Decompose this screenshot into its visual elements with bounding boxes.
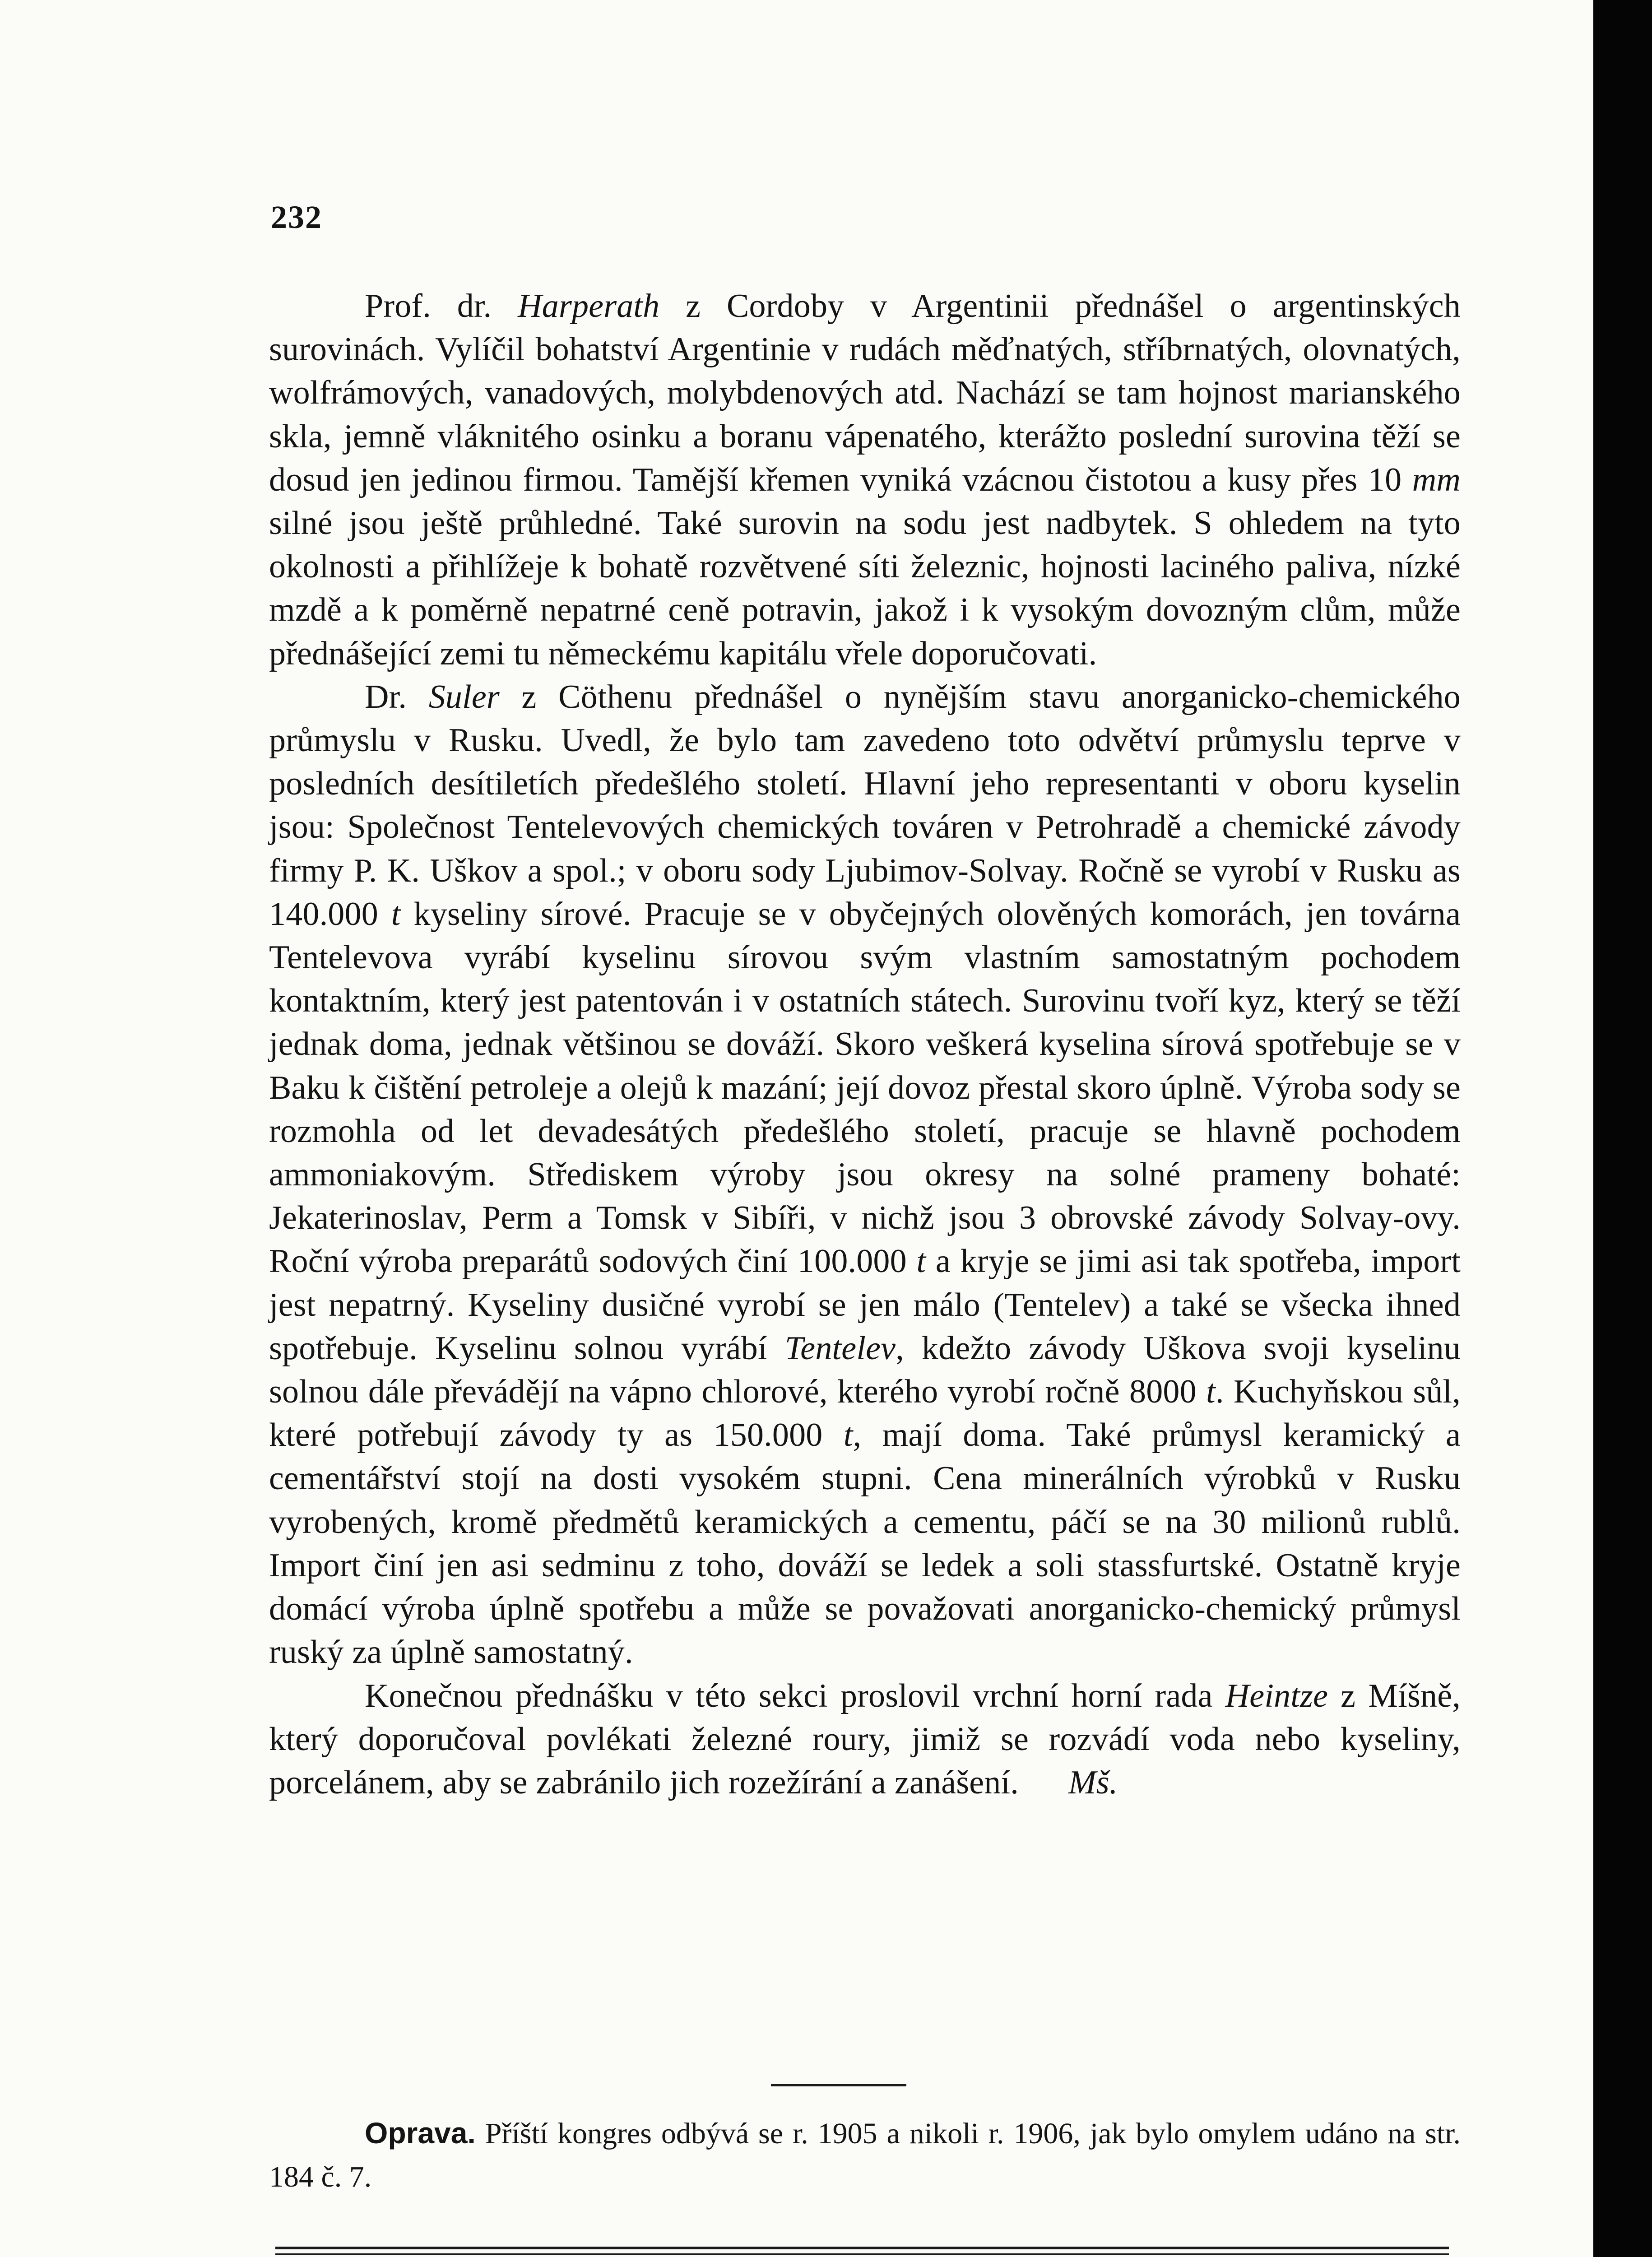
text-segment: z Míšně, který doporučoval povlékati železné roury, jimiž se rozvádí voda nebo kyseliny, porcelánem, aby se zabránilo jich rozežírání a zanášení. bbox=[269, 1677, 1461, 1801]
text-segment: z Cordoby v Argentinii přednášel o argentinských surovinách. Vylíčil bohatství Argentinie v rudách měďnatých, stříbrnatých, olovnatých, wolfrámových, vanadových, molybdenových atd. Nachází se tam hojnost marianského skla, jemně vláknitého osinku a boranu vápenatého, kterážto poslední surovina těží se dosud jen jedinou firmou. Tamější křemen vyniká vzácnou čistotou a kusy přes 10 bbox=[269, 288, 1461, 498]
author-signature: Mš. bbox=[1068, 1764, 1118, 1801]
paragraph-harperath bbox=[269, 284, 1461, 675]
text-segment: , kdežto závody Uškova svoji kyselinu solnou dále převádějí na vápno chlorové, kterého vyrobí ročně 8000 bbox=[269, 1329, 1461, 1411]
unit-t: t bbox=[391, 895, 401, 933]
text-segment: z Cöthenu přednášel o nynějším stavu anorganicko-chemického průmyslu v Rusku. Uvedl, že bylo tam zavedeno toto odvětví průmyslu teprve v posledních desítiletích předešlého století. Hlavní jeho representanti v oboru kyselin jsou: Společnost Tentelevových chemických továren v Petrohradě a chemické závody firmy P. K. Uškov a spol.; v oboru sody Ljubimov-Solvay. Ročně se vyrobí v Rusku as 140.000 bbox=[269, 678, 1461, 933]
author-name: Suler bbox=[428, 678, 500, 715]
text-segment: , mají doma. Také průmysl keramický a cementářství stojí na dosti vysokém stupni. Cena minerálních výrobků v Rusku vyrobených, kromě předmětů keramických a cementu, páčí se na 30 milionů rublů. Import činí jen asi sedminu z toho, dováží se ledek a soli stassfurtské. Ostatně kryje domácí výroba úplně spotřebu a může se považovati anorganicko-chemický průmysl ruský za úplně samostatný. bbox=[269, 1416, 1461, 1671]
unit-t: t bbox=[843, 1416, 853, 1454]
text-segment: a kryje se jimi asi tak spotřeba, import jest nepatrný. Kyseliny dusičné vyrobí se jen málo (Tentelev) a také se všecka ihned spotřebuje. Kyselinu solnou vyrábí bbox=[269, 1243, 1461, 1367]
errata-paragraph bbox=[269, 2111, 1461, 2199]
footer-rule bbox=[275, 2247, 1449, 2249]
unit-mm: mm bbox=[1412, 461, 1461, 498]
text-segment: Konečnou přednášku v této sekci proslovil vrchní horní rada bbox=[365, 1677, 1225, 1714]
text-segment: . Kuchyňskou sůl, které potřebují závody ty as 150.000 bbox=[269, 1373, 1461, 1454]
text-segment: Prof. dr. bbox=[365, 288, 518, 325]
text-segment: kyseliny sírové. Pracuje se v obyčejných olověných komorách, jen továrna Tentelevova vyrábí kyselinu sírovou svým vlastním samostatným pochodem kontaktním, který jest patentován i v ostatních státech. Surovinu tvoří kyz, který se těží jednak doma, jednak většinou se dováží. Skoro veškerá kyselina sírová spotřebuje se v Baku k čištění petroleje a olejů k mazání; její dovoz přestal skoro úplně. Výroba sody se rozmohla od let devadesátých předešlého století, pracuje se hlavně pochodem ammoniakovým. Střediskem výroby jsou okresy na solné prameny bohaté: Jekaterinoslav, Perm a Tomsk v Sibíři, v nichž jsou 3 obrovské závody Solvay-ovy. Roční výroba preparátů sodových činí 100.000 bbox=[269, 895, 1461, 1280]
text-segment: Dr. bbox=[365, 678, 429, 715]
paragraph-suler bbox=[269, 675, 1461, 1674]
article-body bbox=[269, 284, 1461, 1804]
errata-note bbox=[269, 2111, 1461, 2199]
footer-rule-thin bbox=[275, 2253, 1449, 2255]
paragraph-heintze bbox=[269, 1674, 1461, 1805]
errata-text: Příští kongres odbývá se r. 1905 a nikoli r. 1906, jak bylo omylem udáno na str. 184 č. 7. bbox=[269, 2117, 1461, 2193]
text-segment: silné jsou ještě průhledné. Také surovin na sodu jest nadbytek. S ohledem na tyto okolnosti a přihlížeje k bohatě rozvětvené síti železnic, hojnosti laciného paliva, nízké mzdě a k poměrně nepatrné ceně potravin, jakož i k vysokým dovozným clům, může přednášející zemi tu německému kapitálu vřele doporučovati. bbox=[269, 505, 1461, 672]
unit-t: t bbox=[1206, 1373, 1216, 1411]
section-divider bbox=[771, 2084, 906, 2086]
scan-edge bbox=[1593, 0, 1652, 2257]
author-name: Harperath bbox=[518, 288, 660, 325]
page-number: 232 bbox=[271, 199, 322, 235]
company-name: Tentelev bbox=[784, 1329, 896, 1367]
errata-label: Oprava. bbox=[365, 2116, 476, 2150]
author-name: Heintze bbox=[1225, 1677, 1328, 1714]
unit-t: t bbox=[916, 1243, 926, 1280]
